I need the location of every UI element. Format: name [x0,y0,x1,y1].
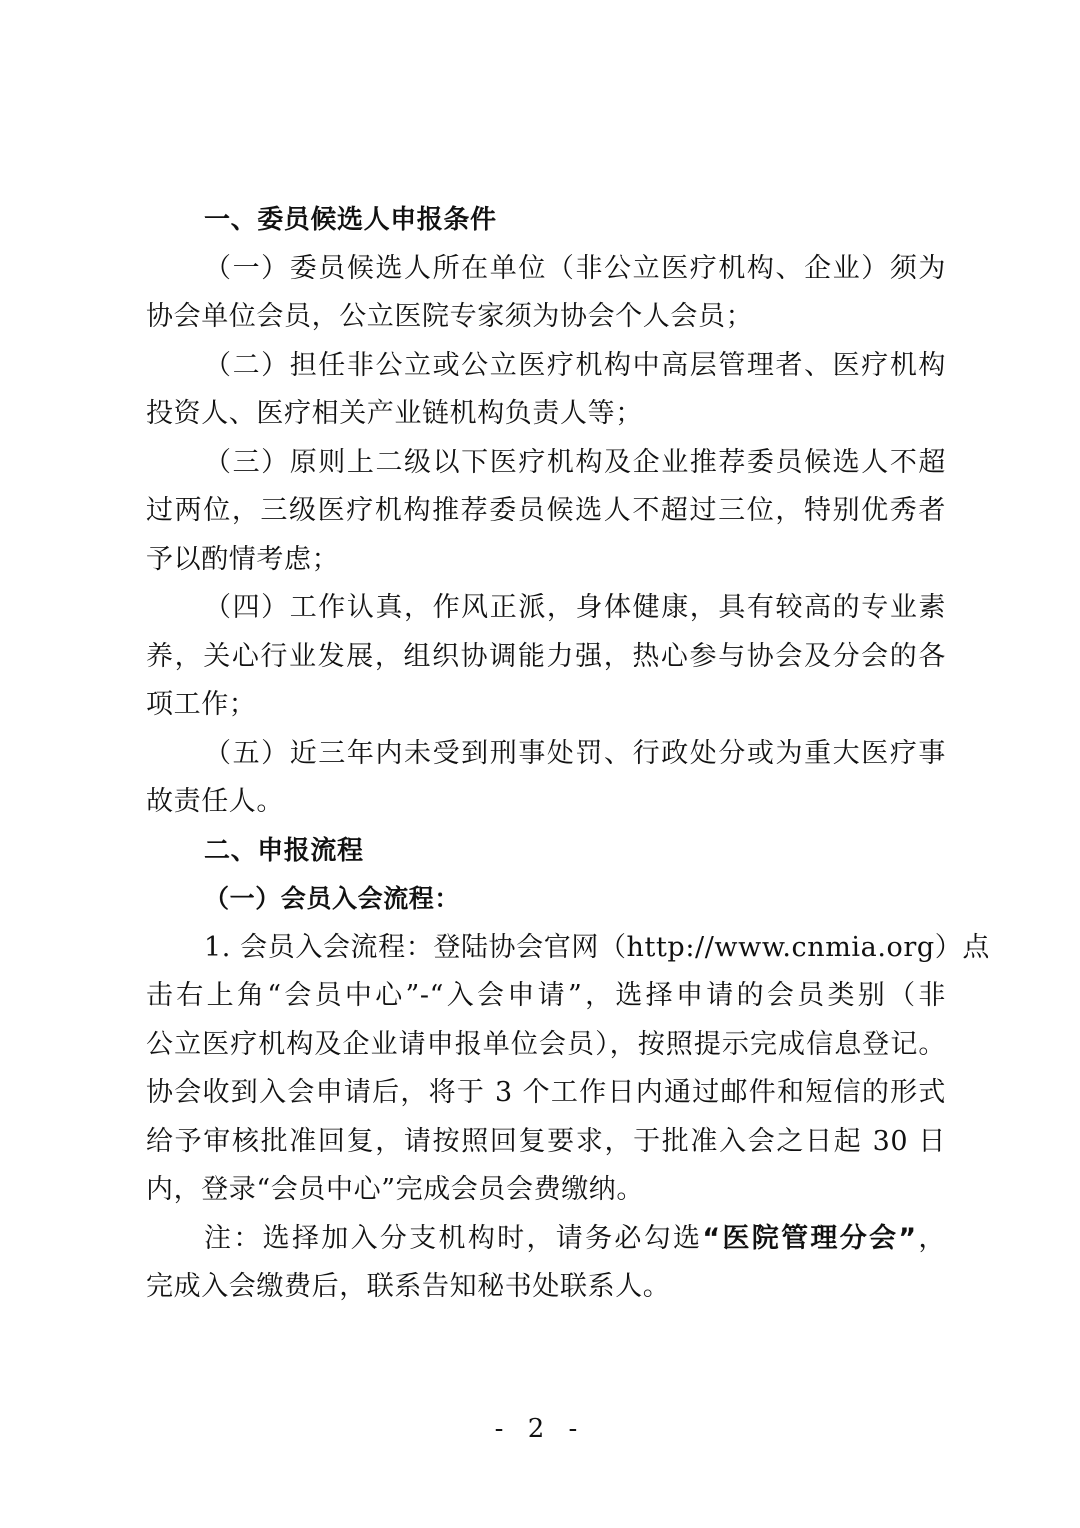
procedure-line-6: 内，登录“会员中心”完成会员会费缴纳。 [146,1174,645,1205]
item-4-line-3: 项工作； [146,689,257,720]
procedure-line-2: 击右上角“会员中心”-“入会申请”，选择申请的会员类别（非 [146,980,946,1011]
item-2-line-2: 投资人、医疗相关产业链机构负责人等； [146,398,643,429]
page-number: - 2 - [494,1414,586,1444]
item-3-line-2: 过两位，三级医疗机构推荐委员候选人不超过三位，特别优秀者 [146,495,946,526]
note-suffix: ， [916,1222,947,1254]
note-line-2: 完成入会缴费后，联系告知秘书处联系人。 [146,1271,671,1302]
section-heading-2: 二、申报流程 [204,835,364,866]
document-page [146,196,990,1312]
note-emphasis: “医院管理分会” [702,1222,917,1254]
subsection-heading: （一）会员入会流程： [204,884,461,913]
section-heading-1: 一、委员候选人申报条件 [204,205,497,235]
item-1-line-2: 协会单位会员，公立医院专家须为协会个人会员； [146,301,754,332]
item-5-line-1: （五）近三年内未受到刑事处罚、行政处分或为重大医疗事 [204,737,946,769]
item-5-line-2: 故责任人。 [146,786,284,817]
item-2-line-1: （二）担任非公立或公立医疗机构中高层管理者、医疗机构 [204,349,946,381]
item-4-line-1: （四）工作认真，作风正派，身体健康，具有较高的专业素 [204,592,946,623]
procedure-line-1: 1. 会员入会流程：登陆协会官网（http://www.cnmia.org）点 [204,931,990,963]
item-3-line-1: （三）原则上二级以下医疗机构及企业推荐委员候选人不超 [204,446,946,478]
procedure-line-4: 协会收到入会申请后，将于 3 个工作日内通过邮件和短信的形式 [146,1077,946,1108]
procedure-line-5: 给予审核批准回复，请按照回复要求，于批准入会之日起 30 日 [146,1125,946,1157]
note-line-1 [146,1215,946,1264]
item-4-line-2: 养，关心行业发展，组织协调能力强，热心参与协会及分会的各 [146,640,946,672]
procedure-line-3: 公立医疗机构及企业请申报单位会员），按照提示完成信息登记。 [146,1028,946,1060]
note-prefix: 注：选择加入分支机构时，请务必勾选 [204,1222,703,1254]
item-3-line-3: 予以酌情考虑； [146,543,340,575]
item-1-line-1: （一）委员候选人所在单位（非公立医疗机构、企业）须为 [204,252,946,284]
